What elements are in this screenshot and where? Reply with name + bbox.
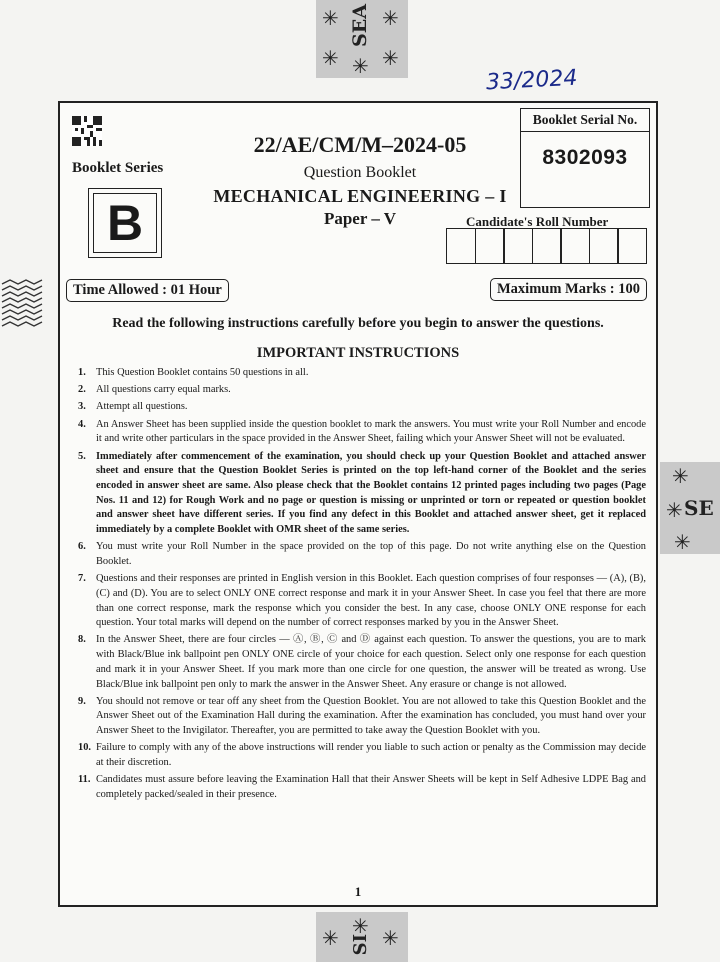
star-icon: ✳: [322, 6, 339, 30]
instruction-item: 2. All questions carry equal marks.: [78, 384, 231, 396]
paper-number: Paper – V: [323, 209, 397, 228]
instructions-title: IMPORTANT INSTRUCTIONS: [256, 345, 460, 361]
handwritten-note: 33/2024: [485, 65, 578, 96]
roll-digit-box: [589, 228, 619, 264]
roll-number-boxes: [446, 228, 646, 264]
maximum-marks: Maximum Marks : 100: [490, 278, 647, 301]
qr-code-icon: [72, 116, 102, 146]
seal-stamp-right: [660, 462, 720, 554]
read-instruction: Read the following instructions carefully before you begin to answer the questions.: [112, 316, 604, 331]
booklet-type: Question Booklet: [303, 164, 417, 181]
instruction-item: 10. Failure to comply with any of the above instructions will render you liable to such action or penalty as the Commission may decide at their discretion.: [78, 742, 646, 769]
seal-stamp-top: [316, 0, 408, 78]
serial-label: Booklet Serial No.: [521, 109, 649, 132]
roll-digit-box: [446, 228, 476, 264]
instruction-item: 8. In the Answer Sheet, there are four circles — Ⓐ, Ⓑ, Ⓒ and Ⓓ against each question. To answer the questions, you are to mark with Black/Blue ink ballpoint pen ONLY ONE circle of your choice for each question. Select only one response for each question and mark it in your Answer Sheet. If you mark more than one circle for one question, the answer will be treated as wrong. Use Black/Blue ink ballpoint pen only to mark the answer in the Answer Sheet. Any erasure or change is not allowed.: [78, 634, 646, 690]
instruction-item: 11. Candidates must assure before leaving the Examination Hall that their Answer Sheets will be kept in Self Adhesive LDPE Bag and completely packed/sealed in their presence.: [78, 774, 646, 800]
seal-text-bottom: SI: [350, 934, 371, 956]
instruction-item: 5. Immediately after commencement of the examination, you should check up your Question Booklet and attached answer sheet and ensure that the Question Booklet Series is printed on the top left-hand corner of the Booklet and the series encoded in answer sheet are same. Also please check that the Booklet contains 12 printed pages including two pages (Page Nos. 11 and 12) for Rough Work and no page or question is missing or unprinted or torn or repeated or question booklet and answer sheet have different series. If you find any defect in this Booklet and attached answer sheet, get it replaced immediately by a complete Booklet with OMR sheet of the same series.: [78, 450, 646, 536]
star-icon: ✳: [322, 46, 339, 70]
roll-digit-box: [617, 228, 647, 264]
star-icon: ✳: [382, 6, 399, 30]
instruction-item: 4. An Answer Sheet has been supplied inside the question booklet to mark the answers. You must write your Roll Number and encode it and write other particulars in the space provided in the Answer Sheet, failing which your Answer Sheet will not be evaluated.: [78, 418, 646, 445]
time-allowed: Time Allowed : 01 Hour: [66, 279, 229, 302]
instruction-item: 1. This Question Booklet contains 50 questions in all.: [78, 367, 309, 378]
star-icon: ✳: [674, 530, 691, 554]
roll-digit-box: [475, 228, 505, 264]
seal-text-right: SE: [684, 496, 714, 520]
roll-number-label: Candidate's Roll Number: [466, 214, 609, 229]
star-icon: ✳: [672, 464, 689, 488]
seal-text-top: SEA: [349, 4, 371, 47]
star-icon: ✳: [382, 46, 399, 70]
star-icon: ✳: [352, 54, 369, 78]
star-icon: ✳: [322, 926, 339, 950]
series-box: [88, 188, 162, 258]
roll-digit-box: [532, 228, 562, 264]
edge-pattern-icon: [0, 278, 44, 328]
serial-number: 8302093: [542, 146, 628, 169]
booklet-code: 22/AE/CM/M–2024-05: [253, 132, 467, 157]
seal-stamp-bottom: [316, 912, 408, 962]
star-icon: ✳: [382, 926, 399, 950]
roll-digit-box: [503, 228, 533, 264]
instruction-item: 9. You should not remove or tear off any sheet from the Question Booklet. You are not allowed to take this Question Booklet and the Answer Sheet out of the Examination Hall during the examination. After the examination has concluded, you must hand over your Answer Sheet to the Invigilator. Thereafter, you are permitted to take away the Question Booklet with you.: [78, 695, 646, 737]
series-label: Booklet Series: [72, 160, 164, 176]
roll-digit-box: [560, 228, 590, 264]
instruction-item: 3. Attempt all questions.: [78, 401, 188, 413]
series-letter: B: [93, 193, 157, 253]
instructions-list: [78, 366, 646, 805]
star-icon: ✳: [666, 498, 683, 522]
star-icon: ✳: [352, 914, 369, 938]
subject-title: MECHANICAL ENGINEERING – I: [213, 186, 507, 206]
page-number: 1: [354, 884, 362, 899]
instruction-item: 6. You must write your Roll Number in the space provided on the top of this page. Do not write anything else on the Question Booklet.: [78, 541, 646, 567]
instruction-item: 7. Questions and their responses are printed in English version in this Booklet. Each question comprises of four responses — (A), (B), (C) and (D). You are to select ONLY ONE correct response and mark it in your Answer Sheet. In case you feel that there are more than one correct response, mark the response which you consider the best. In any case, choose ONLY ONE response for each question. Your total marks will depend on the number of correct responses marked by you in the Answer Sheet.: [78, 573, 646, 629]
